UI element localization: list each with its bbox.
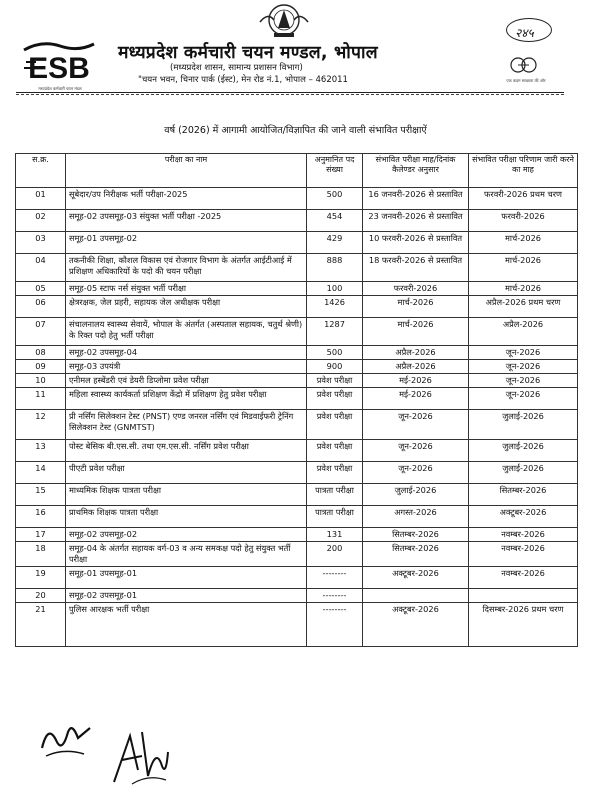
cell-exam-month: फरवरी-2026 (363, 282, 469, 296)
swachh-bharat-badge-icon (509, 53, 537, 79)
signature-mark-2 (108, 726, 172, 788)
cell-exam-name: समूह-01 उपसमूह-02 (66, 232, 307, 254)
table-row (16, 542, 578, 567)
table-row (16, 282, 578, 296)
cell-exam-month: अगस्त-2026 (363, 506, 469, 528)
cell-sno: 19 (16, 567, 66, 589)
col-header-sno: स.क्र. (16, 154, 66, 188)
cell-result-month: जून-2026 (469, 388, 578, 410)
cell-exam-month: 23 जनवरी-2026 से प्रस्तावित (363, 210, 469, 232)
cell-posts: 454 (307, 210, 363, 232)
table-row (16, 254, 578, 282)
header-divider-dashed (16, 94, 564, 95)
cell-exam-month: अप्रैल-2026 (363, 360, 469, 374)
cell-posts: 131 (307, 528, 363, 542)
table-row (16, 388, 578, 410)
cell-exam-name: प्री नर्सिंग सिलेक्शन टेस्ट (PNST) एण्ड जनरल नर्सिंग एवं मिडवाईफरी ट्रेनिंग सिलेक्शन टेस्ट (GNMTST) (66, 410, 307, 440)
cell-exam-name: पोस्ट बेसिक बी.एस.सी. तथा एम.एस.सी. नर्सिंग प्रवेश परीक्षा (66, 440, 307, 462)
cell-posts: प्रवेश परीक्षा (307, 462, 363, 484)
table-row (16, 484, 578, 506)
cell-exam-name: समूह-02 उपसमूह-04 (66, 346, 307, 360)
org-title: मध्यप्रदेश कर्मचारी चयन मण्डल, भोपाल (118, 43, 378, 63)
cell-sno: 08 (16, 346, 66, 360)
header-divider (16, 92, 564, 93)
cell-exam-month: 10 फरवरी-2026 से प्रस्तावित (363, 232, 469, 254)
table-row (16, 589, 578, 603)
cell-sno: 21 (16, 603, 66, 647)
table-row (16, 567, 578, 589)
cell-posts: 900 (307, 360, 363, 374)
cell-result-month: सितम्बर-2026 (469, 484, 578, 506)
cell-exam-name: समूह-03 उपयंत्री (66, 360, 307, 374)
table-row (16, 360, 578, 374)
cell-exam-name: क्षेत्ररक्षक, जेल प्रहरी, सहायक जेल अधीक्षक परीक्षा (66, 296, 307, 318)
table-row (16, 296, 578, 318)
cell-result-month: दिसम्बर-2026 प्रथम चरण (469, 603, 578, 647)
cell-exam-name: माध्यमिक शिक्षक पात्रता परीक्षा (66, 484, 307, 506)
table-row (16, 346, 578, 360)
cell-exam-month: जून-2026 (363, 462, 469, 484)
cell-exam-name: महिला स्वास्थ्य कार्यकर्ता प्रशिक्षण केंद्रो में प्रशिक्षण हेतु प्रवेश परीक्षा (66, 388, 307, 410)
col-header-result-month: संभावित परीक्षा परिणाम जारी करने का माह (469, 154, 578, 188)
state-emblem-icon (252, 2, 316, 42)
cell-exam-name: पीएटी प्रवेश परीक्षा (66, 462, 307, 484)
badge-caption: एक कदम स्वच्छता की ओर (506, 78, 546, 83)
logo-caption: मध्यप्रदेश कर्मचारी चयन मंडल (38, 86, 82, 91)
cell-exam-month: मार्च-2026 (363, 318, 469, 346)
cell-sno: 11 (16, 388, 66, 410)
cell-exam-name: समूह-02 उपसमूह-01 (66, 589, 307, 603)
cell-result-month: नवम्बर-2026 (469, 542, 578, 567)
table-row (16, 440, 578, 462)
cell-sno: 03 (16, 232, 66, 254)
cell-exam-name: समूह-02 उपसमूह-02 (66, 528, 307, 542)
cell-result-month: नवम्बर-2026 (469, 528, 578, 542)
cell-result-month (469, 589, 578, 603)
table-header-row (16, 154, 578, 188)
cell-sno: 15 (16, 484, 66, 506)
cell-result-month: जुलाई-2026 (469, 410, 578, 440)
cell-posts: 500 (307, 346, 363, 360)
cell-sno: 04 (16, 254, 66, 282)
cell-sno: 10 (16, 374, 66, 388)
table-row (16, 410, 578, 440)
table-row (16, 528, 578, 542)
cell-result-month: जुलाई-2026 (469, 462, 578, 484)
cell-posts: प्रवेश परीक्षा (307, 410, 363, 440)
col-header-name: परीक्षा का नाम (66, 154, 307, 188)
cell-result-month: मार्च-2026 (469, 282, 578, 296)
cell-result-month: मार्च-2026 (469, 254, 578, 282)
table-row (16, 210, 578, 232)
exam-schedule-table (15, 153, 578, 647)
cell-sno: 09 (16, 360, 66, 374)
org-address: "चयन भवन, चिनार पार्क (ईस्ट), मेन रोड नं.1, भोपाल – 462011 (138, 75, 348, 85)
cell-exam-month: मई-2026 (363, 374, 469, 388)
cell-exam-month: 16 जनवरी-2026 से प्रस्तावित (363, 188, 469, 210)
table-row (16, 374, 578, 388)
cell-posts: पात्रता परीक्षा (307, 484, 363, 506)
table-row (16, 188, 578, 210)
cell-result-month: मार्च-2026 (469, 232, 578, 254)
cell-exam-name: संचालनालय स्वास्थ्य सेवायें, भोपाल के अंतर्गत (अस्पताल सहायक, चतुर्थ श्रेणी) के रिक्त पदो हेतु भर्ती परीक्षा (66, 318, 307, 346)
cell-posts: -------- (307, 603, 363, 647)
cell-posts: -------- (307, 567, 363, 589)
table-row (16, 506, 578, 528)
cell-posts: प्रवेश परीक्षा (307, 374, 363, 388)
cell-sno: 07 (16, 318, 66, 346)
cell-exam-month: अक्टूबर-2026 (363, 567, 469, 589)
cell-exam-month: जुलाई-2026 (363, 484, 469, 506)
cell-exam-month: अक्टूबर-2026 (363, 603, 469, 647)
cell-exam-name: समूह-05 स्टाफ नर्स संयुक्त भर्ती परीक्षा (66, 282, 307, 296)
cell-posts: 100 (307, 282, 363, 296)
cell-sno: 01 (16, 188, 66, 210)
cell-posts: प्रवेश परीक्षा (307, 440, 363, 462)
cell-sno: 13 (16, 440, 66, 462)
cell-posts: प्रवेश परीक्षा (307, 388, 363, 410)
cell-exam-month: जून-2026 (363, 440, 469, 462)
cell-exam-month: मार्च-2026 (363, 296, 469, 318)
table-body (16, 188, 578, 647)
cell-sno: 05 (16, 282, 66, 296)
cell-sno: 20 (16, 589, 66, 603)
cell-posts: पात्रता परीक्षा (307, 506, 363, 528)
cell-exam-name: प्राथमिक शिक्षक पात्रता परीक्षा (66, 506, 307, 528)
col-header-posts: अनुमानित पद संख्या (307, 154, 363, 188)
cell-posts: 429 (307, 232, 363, 254)
cell-sno: 14 (16, 462, 66, 484)
org-subtitle: (मध्यप्रदेश शासन, सामान्य प्रशासन विभाग) (170, 63, 303, 73)
cell-sno: 12 (16, 410, 66, 440)
cell-exam-month: अप्रैल-2026 (363, 346, 469, 360)
sheet-number: २४५ (515, 26, 534, 40)
cell-result-month: अप्रैल-2026 प्रथम चरण (469, 296, 578, 318)
esb-logo (22, 40, 96, 86)
table-row (16, 462, 578, 484)
table-row (16, 318, 578, 346)
cell-exam-name: एनीमल हस्बेंडरी एवं डेयरी डिप्लोमा प्रवेश परीक्षा (66, 374, 307, 388)
cell-exam-name: समूह-04 के अंतर्गत सहायक वर्ग-03 व अन्य समकक्ष पदो हेतु संयुक्त भर्ती परीक्षा (66, 542, 307, 567)
cell-result-month: फरवरी-2026 (469, 210, 578, 232)
cell-exam-month: जून-2026 (363, 410, 469, 440)
cell-posts: 200 (307, 542, 363, 567)
table-row (16, 232, 578, 254)
cell-sno: 18 (16, 542, 66, 567)
document-heading: वर्ष (2026) में आगामी आयोजित/विज्ञापित की जाने वाली संभावित परीक्षाऐं (164, 125, 427, 136)
cell-sno: 06 (16, 296, 66, 318)
cell-sno: 02 (16, 210, 66, 232)
cell-exam-month: मई-2026 (363, 388, 469, 410)
cell-result-month: अक्टूबर-2026 (469, 506, 578, 528)
cell-posts: 1426 (307, 296, 363, 318)
cell-result-month: जून-2026 (469, 360, 578, 374)
cell-exam-month: सितम्बर-2026 (363, 528, 469, 542)
col-header-exam-month: संभावित परीक्षा माह/दिनांक कैलेण्डर अनुसार (363, 154, 469, 188)
sheet-number-circle (506, 18, 552, 42)
cell-exam-month: सितम्बर-2026 (363, 542, 469, 567)
cell-posts: 888 (307, 254, 363, 282)
cell-exam-name: तकनीकी शिक्षा, कौशल विकास एवं रोजगार विभाग के अंतर्गत आईटीआई में प्रशिक्षण अधिकारियों के पदो की चयन परीक्षा (66, 254, 307, 282)
table-row (16, 603, 578, 647)
logo-text: ESB (28, 52, 90, 85)
cell-exam-name: पुलिस आरक्षक भर्ती परीक्षा (66, 603, 307, 647)
cell-exam-name: समूह-02 उपसमूह-03 संयुक्त भर्ती परीक्षा -2025 (66, 210, 307, 232)
cell-posts: 500 (307, 188, 363, 210)
cell-sno: 17 (16, 528, 66, 542)
cell-exam-month (363, 589, 469, 603)
cell-result-month: नवम्बर-2026 (469, 567, 578, 589)
cell-exam-name: समूह-01 उपसमूह-01 (66, 567, 307, 589)
cell-sno: 16 (16, 506, 66, 528)
cell-posts: -------- (307, 589, 363, 603)
cell-result-month: जून-2026 (469, 346, 578, 360)
cell-exam-name: सूबेदार/उप निरीक्षक भर्ती परीक्षा-2025 (66, 188, 307, 210)
cell-result-month: फरवरी-2026 प्रथम चरण (469, 188, 578, 210)
signature-mark (38, 718, 98, 762)
cell-result-month: जून-2026 (469, 374, 578, 388)
cell-exam-month: 18 फरवरी-2026 से प्रस्तावित (363, 254, 469, 282)
cell-result-month: जुलाई-2026 (469, 440, 578, 462)
cell-posts: 1287 (307, 318, 363, 346)
cell-result-month: अप्रैल-2026 (469, 318, 578, 346)
